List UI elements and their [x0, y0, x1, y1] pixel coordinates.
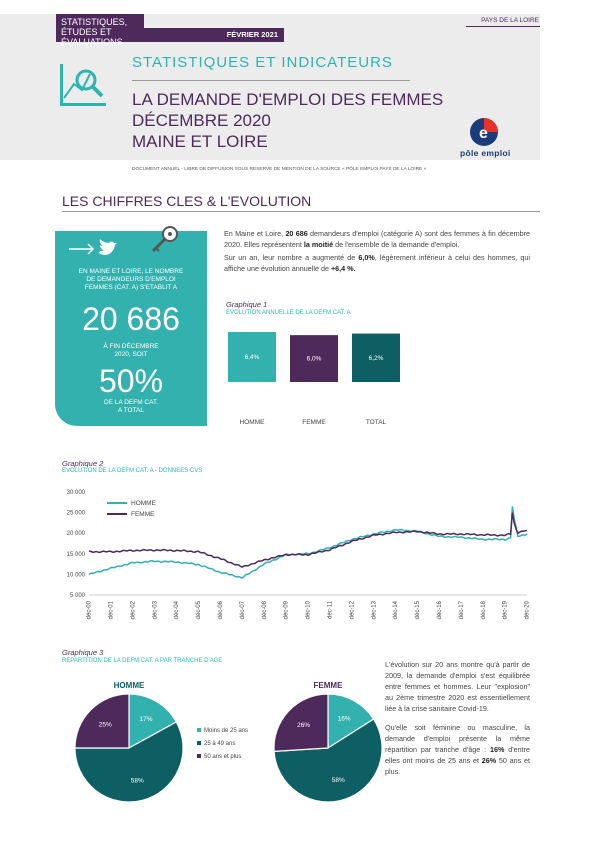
section-title: LES CHIFFRES CLES & L'EVOLUTION: [62, 193, 312, 209]
graph1-label: Graphique 1: [226, 300, 268, 309]
key-icon: [148, 224, 180, 256]
intro-text-part: , légèrement inférieur à celui des hommes, qui affiche une évolution annuelle de: [224, 253, 531, 273]
x-tick-label: déc-01: [108, 601, 115, 620]
analysis-highlight: 16%: [490, 745, 505, 754]
x-tick-label: déc-03: [152, 601, 159, 620]
intro-highlight: 6,0%: [358, 253, 375, 262]
magnifier-chart-icon: [58, 62, 108, 108]
legend-label: HOMME: [131, 500, 156, 507]
x-tick-label: déc-10: [305, 601, 312, 620]
x-tick-label: déc-14: [393, 601, 400, 620]
graph3-subtitle: REPARTITION DE LA DEFM CAT. A PAR TRANCHE D'AGE: [62, 658, 223, 664]
stats-title: STATISTIQUES ET INDICATEURS: [132, 54, 393, 71]
analysis-text-part: Qu'elle soit féminine ou masculine, la demande d'emploi présente la même répartition par tranche d'âge :: [385, 723, 530, 754]
graph1-subtitle: EVOLUTION ANNUELLE DE LA DEFM CAT. A: [226, 310, 351, 316]
analysis-text: [385, 659, 530, 785]
intro-highlight: 20 686: [285, 229, 308, 238]
section-divider: [62, 211, 540, 212]
x-tick-label: déc-20: [524, 601, 531, 620]
analysis-text-part: d'entre elles ont moins de 25 ans et: [385, 745, 531, 765]
pie-value-label: 26%: [297, 722, 311, 730]
x-tick-label: déc-08: [261, 601, 268, 620]
analysis-paragraph-2: [385, 722, 530, 777]
title-line-1: LA DEMANDE D'EMPLOI DES FEMMES: [132, 90, 444, 109]
pie-legend-label: Moins de 25 ans: [204, 728, 249, 734]
x-tick-label: déc-00: [86, 601, 93, 620]
bar-value-label: 6,4%: [244, 354, 260, 361]
pie-legend-swatch: [197, 754, 201, 758]
x-tick-label: déc-13: [371, 601, 378, 620]
pole-emploi-logo-text: pôle emploi: [460, 148, 511, 158]
document-note: DOCUMENT ANNUEL - LIBRE DE DIFFUSION SOUS RESERVE DE MENTION DE LA SOURCE « PÔLE EMPLOI PAYS DE LA LOIRE »: [132, 167, 427, 172]
graph2-subtitle: EVOLUTION DE LA DEFM CAT. A - DONNEES CVS: [62, 468, 203, 474]
publication-date: FÉVRIER 2021: [144, 28, 284, 42]
pie-title: FEMME: [313, 681, 343, 690]
x-tick-label: déc-11: [327, 601, 334, 619]
analysis-text-part: 50 ans et plus.: [385, 756, 530, 776]
x-tick-label: déc-18: [480, 601, 487, 620]
legend-label: FEMME: [131, 511, 155, 518]
region-label: PAYS DE LA LOIRE: [481, 17, 539, 24]
svg-text:e: e: [479, 125, 488, 142]
intro-text-part: En Maine et Loire,: [224, 229, 286, 238]
pie-value-label: 58%: [130, 777, 144, 785]
y-tick-label: 20 000: [66, 531, 85, 538]
bar-category-label: FEMME: [302, 419, 326, 426]
analysis-highlight: 26%: [481, 756, 497, 765]
kpi-percent: 50%: [98, 363, 164, 399]
pie-legend-label: 25 à 49 ans: [204, 741, 236, 747]
y-tick-label: 5 000: [69, 593, 85, 599]
pie-value-label: 17%: [139, 716, 153, 724]
title-line-3: MAINE ET LOIRE: [132, 132, 268, 151]
intro-highlight: la moitié: [303, 240, 334, 249]
bar-category-label: TOTAL: [365, 419, 387, 426]
x-tick-label: déc-16: [436, 601, 443, 620]
y-tick-label: 10 000: [66, 572, 85, 579]
pie-legend-label: 50 ans et plus: [204, 754, 242, 760]
graph3-label: Graphique 3: [62, 648, 104, 657]
pie-value-label: 58%: [331, 776, 345, 784]
intro-paragraph-2: [224, 252, 530, 274]
pie-value-label: 16%: [337, 715, 351, 723]
arrow-twitter-icon: [55, 231, 155, 267]
pie-legend-swatch: [197, 728, 201, 732]
bar-chart: [220, 322, 410, 432]
x-tick-label: déc-07: [239, 601, 246, 620]
line-chart: [55, 484, 540, 634]
series-line-femme: [89, 513, 527, 568]
kpi-line-3: DE LA DEFM CAT. A TOTAL: [103, 399, 159, 414]
series-tag: STATISTIQUES, ÉTUDES ET ÉVALUATIONS: [56, 14, 144, 42]
x-tick-label: déc-04: [174, 601, 181, 620]
y-tick-label: 15 000: [66, 551, 85, 558]
pie-charts: [55, 670, 385, 810]
kpi-line-1: EN MAINE ET LOIRE, LE NOMBRE DE DEMANDEURS D'EMPLOI FEMMES (CAT. A) S'ETABLIT A: [78, 268, 184, 291]
page-title: [132, 89, 443, 152]
bar-category-label: HOMME: [239, 419, 265, 426]
bar-value-label: 6,0%: [306, 355, 322, 363]
x-tick-label: déc-15: [415, 601, 422, 620]
x-tick-label: déc-09: [283, 601, 290, 620]
y-tick-label: 30 000: [66, 490, 85, 496]
intro-paragraph-1: [224, 228, 530, 250]
graph2-label: Graphique 2: [62, 459, 104, 468]
title-line-2: DÉCEMBRE 2020: [132, 111, 271, 130]
x-tick-label: déc-05: [196, 601, 203, 620]
x-tick-label: déc-06: [217, 601, 224, 620]
x-tick-label: déc-19: [502, 601, 509, 620]
intro-text-part: Sur un an, leur nombre a augmenté de: [224, 253, 359, 262]
region-divider: [466, 26, 540, 27]
title-divider: [132, 80, 410, 81]
x-tick-label: déc-17: [458, 601, 465, 620]
intro-text: [224, 228, 530, 276]
bar-value-label: 6,2%: [368, 354, 384, 362]
kpi-value: 20 686: [82, 301, 180, 337]
pie-legend-swatch: [197, 741, 201, 745]
pie-title: HOMME: [113, 681, 145, 690]
x-tick-label: déc-02: [130, 601, 137, 620]
analysis-paragraph-1: L'évolution sur 20 ans montre qu'à partir de 2009, la demande d'emploi s'est équilibrée entre femmes et hommes. Leur "explosion" au 2ème trimestre 2020 est essentiellement liée à la crise sanitaire Covid-19.: [385, 660, 530, 713]
y-tick-label: 25 000: [66, 510, 85, 517]
pie-value-label: 25%: [98, 721, 112, 729]
intro-text-part: de l'ensemble de la demande d'emploi.: [333, 240, 460, 249]
intro-text-part: demandeurs d'emploi (catégorie A) sont des femmes à fin décembre 2020. Elles représentent: [224, 229, 530, 249]
series-line-homme: [89, 506, 527, 578]
kpi-line-2: À FIN DÉCEMBRE 2020, SOIT: [103, 343, 159, 358]
x-tick-label: déc-12: [349, 601, 356, 620]
intro-highlight: +6,4 %.: [330, 264, 356, 273]
